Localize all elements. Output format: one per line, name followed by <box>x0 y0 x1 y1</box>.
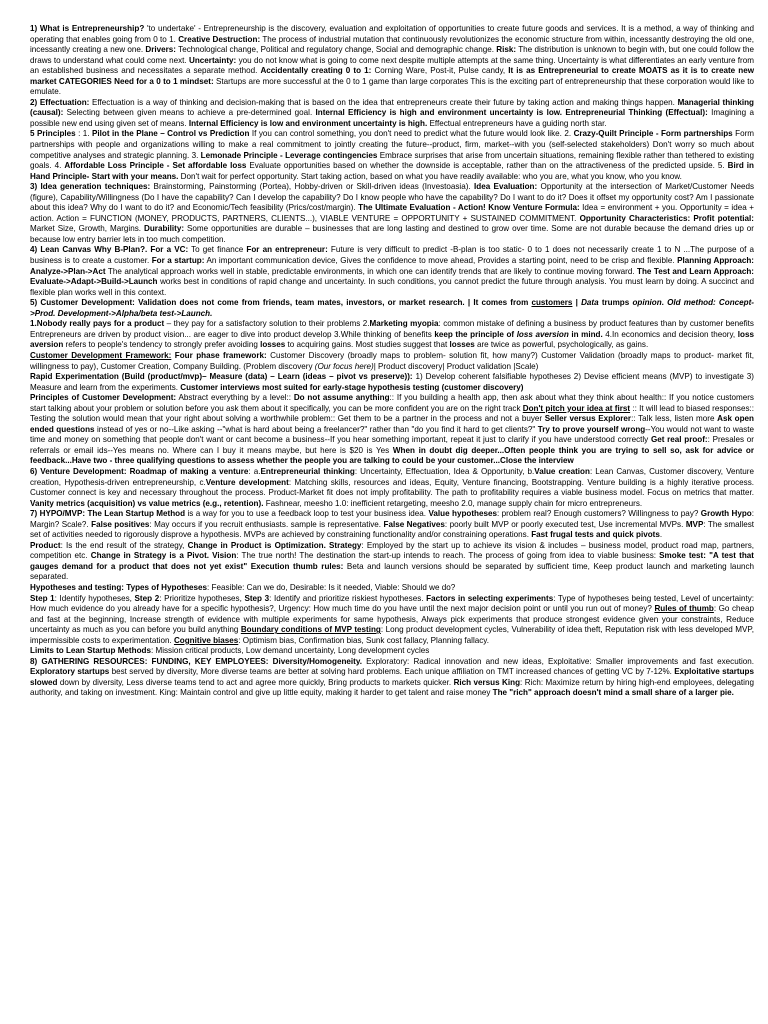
text-run: 1) Develop coherent falsifiable hypotheses 2) Devise efficient means (MVP) to investigate 3) Measure and learn from the experiments. <box>30 372 754 392</box>
text-run-wrapper <box>580 214 754 223</box>
text-run: : a. <box>248 466 261 476</box>
emphasis-run: 8) GATHERING RESOURCES: FUNDING, KEY EMPLOYEES: Diversity/Homogeneity. <box>30 656 362 666</box>
text-run-wrapper <box>135 594 160 603</box>
emphasis-run: Principles of Customer Development: <box>30 393 177 403</box>
emphasis-run: Opportunity Characteristics: Profit potential: <box>579 213 754 223</box>
text-run: 4.In economics and decision theory, <box>602 329 738 339</box>
text-run: The process of industrial mutation that continuously revolutionizes the economic structure from within, incessantly destroying the old one, incessantly creating a new one. <box>30 34 754 55</box>
paragraph-8 <box>30 351 754 372</box>
emphasis-run: 5) Customer Development: Validation does not come from friends, team mates, investors, or market research. | It comes from <box>30 298 532 308</box>
text-run-wrapper <box>632 298 661 307</box>
text-run-wrapper <box>651 435 708 444</box>
text-run-wrapper <box>145 45 176 54</box>
emphasis-run: Rules of thumb <box>654 604 714 614</box>
text-run-wrapper <box>30 98 89 107</box>
emphasis-run: Seller versus Explorer <box>544 414 632 424</box>
emphasis-run: losses <box>449 340 475 350</box>
text-run-wrapper <box>30 372 413 381</box>
text-run: . <box>659 530 663 540</box>
emphasis-run: 6) Venture Development: Roadmap of making a venture <box>30 466 249 476</box>
emphasis-run: trumps <box>598 298 633 308</box>
emphasis-run: Growth Hypo <box>700 509 752 519</box>
text-run: are twice as powerful, psychologically, as gains. <box>474 340 649 350</box>
text-run: : Presales or referrals or email ids--Yes means no. Where can I buy it means maybe, but here is $20 is Yes <box>30 435 754 455</box>
text-run: works best in conditions of rapid change and uncertainty. In such conditions, you cannot predict the future through analysis. You must learn by doing. A succinct and flexible plan works well in this context. <box>30 277 754 297</box>
text-run-wrapper <box>581 298 599 307</box>
text-run-wrapper <box>428 509 497 518</box>
text-run: : Employed by the start up to achieve its vision & includes – business model, product road map, partners, competition etc. <box>30 540 754 561</box>
emphasis-run: (Our focus here) <box>314 361 374 371</box>
text-run: : May occurs if you recruit enthusiasts. sample is representative. <box>149 519 384 529</box>
text-run-wrapper <box>91 551 237 560</box>
text-run: : Go cheap and fast at the beginning, Increase strength of evidence with multiple experiments for same hypothesis, Always pick experiments that produce strongest evidence given your constraints, Reduce uncertainty as much as you can before you build anything <box>30 604 754 635</box>
text-run: down by diversity, Less diverse teams tend to act and agree more quickly, Bring products to markets quicker. <box>57 677 454 687</box>
emphasis-run: Exploitative startups slowed <box>30 667 754 687</box>
text-run-wrapper <box>189 56 236 65</box>
text-run: The distribution is unknown to begin with, but one could follow the draws to understand what could come next. <box>30 45 755 65</box>
emphasis-run: MVP <box>685 519 704 529</box>
emphasis-run: Rapid Experimentation (Build (product/mvp)– Measure (data) – Learn (ideas – pivot vs preserve)): <box>30 372 413 382</box>
text-run-wrapper <box>30 319 164 328</box>
text-run-wrapper <box>244 594 269 603</box>
emphasis-run: Accidentally creating 0 to 1: <box>260 66 372 76</box>
emphasis-run: Step 1 <box>30 593 55 603</box>
text-run: Technological change, Political and regulatory change, Social and demographic change. <box>176 45 497 55</box>
text-run-wrapper <box>201 151 378 160</box>
text-run-wrapper <box>180 383 523 392</box>
text-run: | Product discovery| Product validation |Scale) <box>373 361 539 371</box>
text-run-wrapper <box>174 636 238 645</box>
text-run: : common mistake of defining a business by product features than by customer benefits Entrepreneurs are driven by product vision... are eager to dive into product develop 3.While thinking of benefits <box>30 319 754 339</box>
paragraph-9 <box>30 372 754 393</box>
text-run-wrapper <box>30 393 176 402</box>
emphasis-run: Affordable Loss Principle - Set affordable loss <box>64 161 247 171</box>
paragraph-4 <box>30 182 754 245</box>
text-run-wrapper <box>572 298 581 307</box>
emphasis-run: The Test and Learn Approach: Evaluate->Adapt->Build->Launch <box>30 266 754 287</box>
emphasis-run: keep the principle of <box>434 329 517 339</box>
text-run-wrapper <box>369 319 438 328</box>
emphasis-run: False Negatives <box>383 519 445 529</box>
paragraph-17 <box>30 657 754 699</box>
emphasis-run: For an entrepreneur: <box>246 245 328 255</box>
emphasis-run: Value creation <box>534 466 590 476</box>
emphasis-run: 3) Idea generation techniques: <box>30 182 151 192</box>
emphasis-run: Factors in selecting experiments <box>426 593 554 603</box>
emphasis-run: Data <box>581 298 599 308</box>
text-run: is a way for you to use a feedback loop to test your business idea. <box>185 509 429 519</box>
text-run: : The true north! The destination the start-up intends to reach. The process of going from idea to viable business: <box>236 551 660 561</box>
text-run: : Lean Canvas, Customer discovery, Venture creation, Hypothesis-driven entrepreneurship, c. <box>30 466 755 487</box>
emphasis-run: Uncertainty: <box>189 55 237 65</box>
text-run-wrapper <box>30 667 109 676</box>
text-run: Startups are more successful at the 0 to 1 game than large corporates This is the exciting part of entrepreneurship that these corporation would like to emulate. <box>30 76 754 97</box>
text-run-wrapper <box>92 129 249 138</box>
text-run-wrapper <box>538 425 645 434</box>
text-run: : Matching skills, resources and ideas, Equity, Venture financing, Bootstrapping. Venture building is a highly iterative process. Customer connect is key and necessary throughout the process. Product-Market fit does not imply profitability. The path to profitability requires a viable business model. Focus on metrics that matter. <box>30 477 755 498</box>
emphasis-run: Internal Efficiency is low and environment uncertainty is high. <box>188 118 428 128</box>
text-run: Effectuation is a way of thinking and decision-making that is based on the idea that entrepreneurs create their future by taking action and making things happen. <box>89 97 678 107</box>
emphasis-run: opinion <box>632 298 662 308</box>
text-run-wrapper <box>426 594 553 603</box>
emphasis-run: Smoke test: "A test that gauges demand for a product that does not yet exist" Execution thumb rules: <box>30 551 754 571</box>
text-run-wrapper <box>30 594 55 603</box>
emphasis-run: Internal Efficiency is high and environment uncertainty is low. Entrepreneurial Thinking (Effectual): <box>315 108 708 118</box>
emphasis-run: False positives <box>91 519 150 529</box>
text-run-wrapper <box>545 414 631 423</box>
text-run: Market Size, Growth, Margins. <box>30 224 144 234</box>
paragraph-5 <box>30 245 754 298</box>
text-run: : Identify hypotheses, <box>54 593 135 603</box>
text-run-wrapper <box>30 657 362 666</box>
emphasis-run: It is as Entrepreneurial to create MOATS as it is to create new market CATEGORIES Need for a 0 to 1 mindset: <box>30 66 755 86</box>
text-run-wrapper <box>294 393 390 402</box>
text-run: An important communication device, Gives the confidence to move ahead, Provides a starting point, need to be crisp and flexible. <box>204 256 678 266</box>
text-run: to acquiring gains. Most studies suggest that <box>285 340 450 350</box>
emphasis-run: The Ultimate Evaluation - Action! Know Venture Formula: <box>358 203 580 213</box>
text-run-wrapper <box>91 520 149 529</box>
paragraph-3 <box>30 129 754 182</box>
text-run-wrapper <box>30 467 248 476</box>
text-run-wrapper <box>434 330 516 339</box>
text-run-wrapper <box>531 298 572 307</box>
text-run: best served by diversity, More diverse teams are better at solving hard problems. Each unique affiliation on TMT increased chances of getting VC by 7-12%. <box>109 667 675 677</box>
emphasis-run: Product <box>30 540 61 550</box>
emphasis-run: Durability: <box>144 224 185 234</box>
text-run: Corning Ware, Post-it, Pulse candy, <box>371 66 509 76</box>
emphasis-run: Lemonade Principle - Leverage contingencies <box>200 150 378 160</box>
text-run: instead of yes or no--Like asking --"what is hard about being a freelancer?" rather than "do you find it hard to get clients?" <box>94 424 538 434</box>
text-run: Effectual entrepreneurs have a guiding north star. <box>427 118 607 128</box>
emphasis-run: losses <box>260 340 286 350</box>
paragraph-16 <box>30 646 754 657</box>
emphasis-run: Do not assume anything <box>293 393 390 403</box>
emphasis-run: 5 Principles <box>30 129 76 139</box>
text-run-wrapper <box>30 541 61 550</box>
emphasis-run: Value hypotheses <box>428 509 497 519</box>
emphasis-run: Step 2 <box>134 593 160 603</box>
emphasis-run: Marketing myopia <box>369 319 439 329</box>
emphasis-run: Creative Destruction: <box>178 34 261 44</box>
text-run-wrapper <box>30 298 531 307</box>
emphasis-run: Pilot in the Plane – Control vs Prediction <box>91 129 250 139</box>
emphasis-run: Change in Product is Optimization. Strategy <box>187 540 362 550</box>
paragraph-13 <box>30 541 754 583</box>
text-run: Abstract everything by a level:: <box>176 393 294 403</box>
emphasis-run: loss aversion <box>30 329 754 350</box>
emphasis-run: Crazy-Quilt Principle - Form partnerships <box>573 129 733 139</box>
text-run: : Identify and prioritize riskiest hypotheses. <box>269 593 427 603</box>
text-run-wrapper <box>384 520 445 529</box>
text-run-wrapper <box>30 245 188 254</box>
emphasis-run: When in doubt dig deeper...Often people think you are trying to sell so, ask for advice or feedback...Have two - three qualifying questions to assess whether the people you are talking to could be your customer...Close the interview <box>30 445 754 466</box>
text-run: Future is very difficult to predict -B-plan is too static- 0 to 1 does not necessarily create 1 to N ...The purpose of a business is to create a customer. <box>30 245 755 266</box>
text-run: :: If you building a health app, then ask about what they think about health:: If you notice customers start talking about your problem or solution before you ask them about it specifically, you can be more confident you are on the right track <box>30 393 754 413</box>
paragraph-7 <box>30 319 754 351</box>
text-run: Exploratory: Radical innovation and new ideas, Exploitative: Smaller improvements and fast execution. <box>361 656 754 666</box>
text-run: : Long product development cycles, Vulnerability of idea theft, Reputation risk with less developed MVP, impermissible costs to experimentation. <box>30 625 754 645</box>
text-run-wrapper <box>64 161 246 170</box>
text-run: :: Talk less, listen more <box>631 414 718 424</box>
document-body <box>30 24 754 699</box>
text-run-wrapper <box>654 604 713 613</box>
emphasis-run: Bird in Hand Principle- Start with your means. <box>30 161 754 181</box>
text-run: : Feasible: Can we do, Desirable: Is it needed, Viable: Should we do? <box>207 582 456 592</box>
text-run-wrapper <box>189 119 427 128</box>
text-run: : 1. <box>75 129 92 139</box>
text-run: Embrace surprises that arise from uncertain situations, remaining flexible rather than tethered to existing goals. 4. <box>30 150 754 171</box>
text-run-wrapper <box>30 509 185 518</box>
emphasis-run: loss aversion <box>516 329 569 339</box>
emphasis-run: 1) What is Entrepreneurship? <box>30 24 147 33</box>
text-run: : Is the end result of the strategy, <box>60 540 188 550</box>
emphasis-run: Vanity metrics (acquisition) vs value metrics (e.g., retention). <box>30 498 264 508</box>
text-run: Form partnerships with people and organizations willing to make a real commitment to jointly creating the future--product, firm, market--with you (self-selected stakeholders) Don't worry so much about competitive analyses and strategic planning. 3. <box>30 129 755 160</box>
emphasis-run: . <box>661 298 668 308</box>
paragraph-1 <box>30 24 754 98</box>
text-run: :: It will lead to biased responses:: Testing the solution would mean that your right about solving a worthwhile problem:: Get them to be a partner in the process and not a buyer <box>30 403 755 424</box>
text-run-wrapper <box>171 351 266 360</box>
emphasis-run: Step 3 <box>244 593 270 603</box>
text-run-wrapper <box>450 340 475 349</box>
paragraph-10 <box>30 393 754 467</box>
emphasis-run: Idea Evaluation: <box>474 182 538 192</box>
text-run: : Type of hypotheses being tested, Level of uncertainty: How much evidence do you already have for a specific hypothesis?, Urgency: How much time do you have until the next major decision point or until you run out of money? <box>30 593 755 614</box>
text-run: Imagining a possible new end using given set of means. <box>30 108 754 128</box>
text-run-wrapper <box>241 625 381 634</box>
text-run-wrapper <box>30 583 207 592</box>
emphasis-run: 2) Effectuation: <box>30 97 90 107</box>
emphasis-run: Change in Strategy is a Pivot. Vision <box>90 551 237 561</box>
emphasis-run: For a startup: <box>151 256 205 266</box>
text-run: : Uncertainty, Effectuation, Idea & Opportunity, b. <box>354 466 535 476</box>
text-run: Some opportunities are durable – businesses that are long lasting and destined to grow over time. Some are not durable because the demand dries up or because low entry barrier lets in too much competition. <box>30 224 754 244</box>
text-run-wrapper <box>188 541 362 550</box>
text-run-wrapper <box>178 35 260 44</box>
text-run-wrapper <box>531 530 663 540</box>
emphasis-run: Venture development <box>205 477 289 487</box>
text-run-wrapper <box>574 129 733 138</box>
emphasis-run: Fast frugal tests and quick pivots <box>531 530 660 540</box>
text-run: Idea = environment + you. Opportunity = idea + action. Action = FUNCTION (MONEY, PRODUCTS, PARTNERS, CLIENTS...), VIABLE VENTURE = OPPORTUNITY + SUSTAINED COMMITMENT. <box>30 203 754 223</box>
text-run-wrapper <box>260 467 354 476</box>
text-run-wrapper <box>206 478 289 487</box>
text-run: : Mission critical products, Low demand uncertainty, Long development cycles <box>150 646 430 656</box>
text-run: Selecting between given means to achieve a pre-determined goal. <box>63 108 316 118</box>
emphasis-run: Try to prove yourself wrong <box>537 424 646 434</box>
paragraph-2 <box>30 98 754 130</box>
text-run-wrapper <box>30 351 171 360</box>
emphasis-run: Customer Development Framework: <box>30 350 172 360</box>
emphasis-run: Limits to Lean Startup Methods <box>30 646 151 656</box>
text-run: Don't wait for perfect opportunity. Start taking action, based on what you have readily available: who you are, what you know, who you know. <box>178 171 682 181</box>
text-run-wrapper <box>260 66 371 75</box>
text-run-wrapper <box>599 298 633 307</box>
text-run-wrapper <box>523 404 630 413</box>
emphasis-run: Managerial thinking (causal): <box>30 97 754 118</box>
emphasis-run: Exploratory startups <box>30 667 110 677</box>
text-run: you do not know what is going to come next despite multiple attempts at the same thing. Uncertainty is what differentiates an early venture from an established business and necessitates a separate method. <box>30 55 754 76</box>
text-run: Opportunity at the intersection of Market/Customer Needs (figure), Capability/Willingness (Do I have the capability? Can I develop the capability? Do I know people who have the capability? Do I want to do it? Does it offset my opportunity cost? Am I passionate about this idea? Why do I want to do it? and Economic/Tech feasibility (Prics/cost/margin). <box>30 182 755 213</box>
emphasis-run: customers <box>531 298 573 308</box>
emphasis-run: Four phase framework: <box>171 350 267 360</box>
emphasis-run: Cognitive biases <box>173 635 239 645</box>
paragraph-15 <box>30 594 754 647</box>
paragraph-11 <box>30 467 754 509</box>
text-run: The analytical approach works well in stable, predictable environments, in which one can identify trends that are likely to continue moving forward. <box>105 266 638 276</box>
text-run-wrapper <box>454 678 520 687</box>
emphasis-run: Ask open ended questions <box>30 414 755 434</box>
text-run-wrapper <box>517 330 569 339</box>
emphasis-run: Old method: Concept->Prod. Development->Alpha/beta test->Launch. <box>30 298 754 318</box>
text-run: – they pay for a satisfactory solution to their problems 2. <box>164 319 370 329</box>
text-run-wrapper <box>316 108 708 117</box>
text-run: : poorly built MVP or poorly executed test, Use incremental MVPs. <box>444 519 686 529</box>
text-run-wrapper <box>246 245 327 254</box>
text-run: Fashnear, meesho 1.0: inefficient retargeting, meesho 2.0, manage supply chain for micro entrepreneurs. <box>263 498 643 508</box>
emphasis-run: Rich versus King <box>453 677 521 687</box>
emphasis-run: | <box>572 298 582 308</box>
text-run: Brainstorming, Painstorming (Portea), Hobby-driven or Skill-driven ideas (Investoasia). <box>150 182 475 192</box>
text-run: Customer Discovery (broadly maps to problem- solution fit, how many?) Customer Validation (broadly maps to product- market fit, willingness to pay), Customer Creation, Company Building. (Problem discovery <box>30 350 754 371</box>
emphasis-run: Entrepreneurial thinking <box>260 466 355 476</box>
emphasis-run: Get real proof: <box>650 435 708 445</box>
text-run: : Optimism bias, Confirmation bias, Sunk cost fallacy, Planning fallacy. <box>238 635 489 645</box>
emphasis-run: 4) Lean Canvas Why B-Plan?. For a VC: <box>30 245 189 255</box>
text-run: : Margin? Scale?. <box>30 509 755 529</box>
text-run: 'to undertake' - Entrepreneurship is the discovery, evaluation and exploitation of opportunities to create future goods and services. It is a method, a way of thinking and operating that enables going from 0 to 1. <box>30 24 754 44</box>
text-run: : Rich: Maximize return by hiring high-end employees, delegating authority, and taking on investment. King: Maintain control and give up little equity, making it harder to get talent and raise money <box>30 677 754 698</box>
text-run-wrapper <box>315 362 374 371</box>
text-run: Evaluate opportunities based on whether the downside is acceptable, rather than on the attractiveness of the predicted upside. 5. <box>246 161 728 171</box>
emphasis-run: Risk: <box>496 45 517 55</box>
text-run: : problem real? Enough customers? Willingness to pay? <box>497 509 701 519</box>
text-run: Beta and launch versions should be separated by sufficient time, Keep product launch and marketing launch separated. <box>30 561 754 582</box>
text-run-wrapper <box>701 509 752 518</box>
emphasis-run: Don't pitch your idea at first <box>522 403 631 413</box>
text-run-wrapper <box>30 499 263 508</box>
text-run-wrapper <box>30 24 147 33</box>
emphasis-run: Customer interviews most suited for early-stage hypothesis testing (customer discovery) <box>180 382 524 392</box>
text-run: refers to people's tendency to strongly prefer avoiding <box>63 340 261 350</box>
text-run-wrapper <box>30 182 150 191</box>
text-run-wrapper <box>686 520 704 529</box>
emphasis-run: Planning Approach: Analyze->Plan->Act <box>30 256 754 276</box>
text-run-wrapper <box>496 45 516 54</box>
emphasis-run: Boundary conditions of MVP testing <box>240 625 381 635</box>
emphasis-run: Hypotheses and testing: Types of Hypotheses <box>30 582 208 592</box>
paragraph-14 <box>30 583 754 594</box>
emphasis-run: 1.Nobody really pays for a product <box>30 319 165 329</box>
emphasis-run: The "rich" approach doesn't mind a small share of a larger pie. <box>492 688 734 698</box>
text-run-wrapper <box>152 256 205 265</box>
text-run-wrapper <box>260 340 285 349</box>
text-run-wrapper <box>30 646 151 655</box>
text-run: : The smallest set of activities needed to rigorously disprove a hypothesis. MVPs are achieved by constraining functionality and/or constraining operations. <box>30 519 754 540</box>
text-run-wrapper <box>144 224 184 233</box>
emphasis-run: Drivers: <box>145 45 176 55</box>
text-run-wrapper <box>30 129 76 138</box>
text-run-wrapper <box>493 688 734 697</box>
text-run-wrapper <box>358 203 580 212</box>
text-run: If you can control something, you don't need to predict what the future would look like. 2. <box>249 129 574 139</box>
text-run-wrapper <box>534 467 590 476</box>
paragraph-6 <box>30 298 754 319</box>
text-run-wrapper <box>474 182 537 191</box>
emphasis-run: in mind. <box>568 329 603 339</box>
text-run: To get finance <box>188 245 247 255</box>
paragraph-12 <box>30 509 754 541</box>
emphasis-run: 7) HYPO/MVP: The Lean Startup Method <box>30 509 186 519</box>
text-run-wrapper <box>569 330 603 339</box>
text-run: --You would not want to waste time and money on something that people don't want or cant become a business--If you hear something important, repeat it just to clarify if you have understood correctly <box>30 424 755 445</box>
text-run: : Prioritize hypotheses, <box>159 593 245 603</box>
